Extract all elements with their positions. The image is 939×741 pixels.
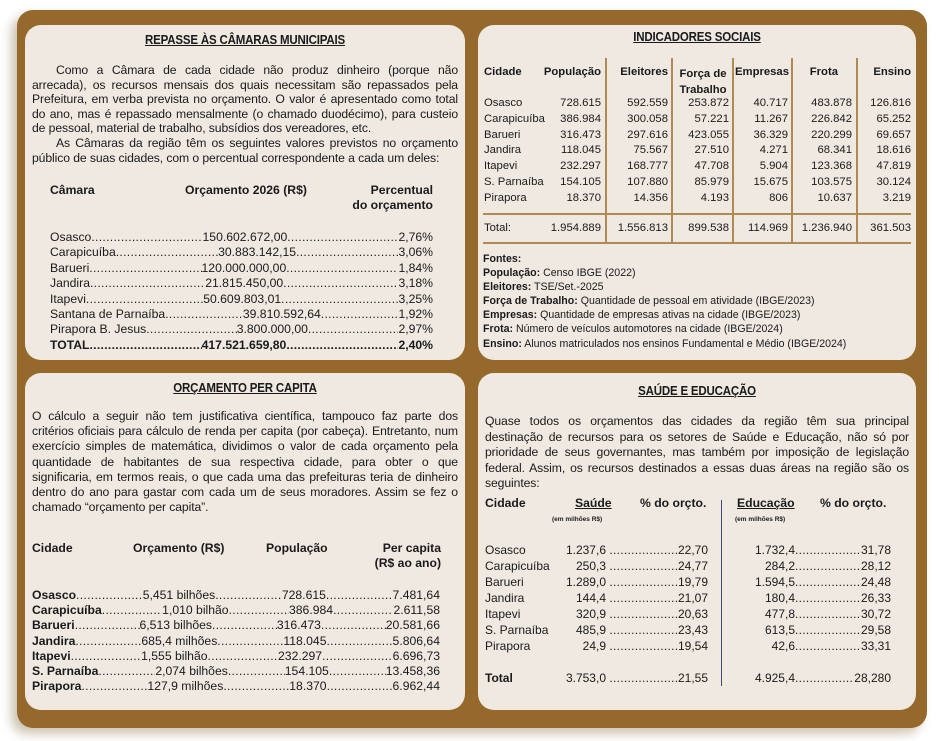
panel-indicadores-sociais	[478, 25, 916, 360]
dot-leader	[609, 607, 678, 621]
dot-leader	[223, 679, 289, 693]
percentual-value: 1,92%	[398, 307, 433, 321]
cidade-name: S. Parnaíba	[485, 623, 549, 637]
row-rule	[483, 213, 911, 215]
dot-leader	[795, 543, 861, 557]
saude-row	[548, 671, 708, 685]
dot-leader	[71, 649, 141, 663]
dot-leader	[795, 623, 861, 637]
source-item	[483, 308, 846, 322]
panel-saude-educacao	[478, 373, 916, 710]
populacao-value: 18.370	[289, 679, 327, 694]
eleitores-value: 14.356	[633, 191, 668, 204]
saude-row	[548, 591, 708, 605]
cidade-name: Osasco	[485, 543, 526, 557]
pct-saude-value: 23,43	[677, 623, 708, 637]
dot-leader	[102, 603, 162, 617]
saude-value: 24,9	[582, 639, 606, 653]
column-header-frota: Frota	[809, 66, 838, 78]
forca-value: 423.055	[688, 128, 729, 141]
saude-value: 1.289,0	[565, 575, 606, 589]
per-capita-value: 7.481,64	[392, 588, 440, 602]
orcamento-value: 1,010 bilhão	[162, 603, 229, 618]
per-capita-value: 20.581,66	[385, 618, 440, 633]
forca-value: 27.510	[694, 144, 729, 157]
orcamento-value: 127,9 milhões	[147, 679, 224, 694]
dot-leader	[609, 639, 678, 653]
column-header-pct-educacao: % do orçto.	[820, 496, 887, 510]
dot-leader	[329, 664, 386, 678]
cidade-name: Carapicuíba	[485, 559, 550, 573]
dot-leader	[286, 261, 398, 275]
populacao-value: 728.615	[281, 588, 326, 602]
pct-educacao-value: 26,33	[860, 591, 891, 605]
cidade-name: S. Parnaíba	[32, 664, 99, 678]
dot-leader	[795, 575, 861, 589]
pct-educacao-value: 29,58	[860, 623, 891, 637]
column-divider	[721, 500, 722, 686]
dot-leader	[91, 230, 202, 244]
pct-saude-value: 24,77	[677, 559, 708, 573]
educacao-value: 42,6	[771, 639, 795, 653]
educacao-row	[733, 671, 891, 685]
source-text: Alunos matriculados nos ensinos Fundamental e Médio (IBGE/2024)	[524, 337, 847, 350]
forca-value: 4.193	[700, 191, 729, 204]
educacao-row	[733, 607, 891, 621]
cidade-name: Pirapora	[484, 191, 527, 204]
orcamento-value: 39.810.592,64	[242, 307, 321, 321]
table-row	[32, 603, 440, 617]
forca-value: 47.708	[694, 160, 729, 173]
populacao-value: 232.297	[560, 160, 601, 173]
frota-value: 103.575	[811, 176, 852, 188]
column-header-per-capita: Per capita (R$ ao ano)	[374, 541, 441, 570]
educacao-row	[733, 575, 891, 589]
forca-value: 57.221	[694, 112, 729, 125]
table-row	[32, 679, 440, 693]
table-row	[50, 322, 433, 336]
dot-leader	[215, 588, 282, 602]
dot-leader	[208, 649, 278, 663]
saude-value: 250,3	[575, 559, 606, 573]
empresas-value: 806	[769, 191, 788, 204]
column-header-empresas: Empresas	[734, 66, 789, 78]
total-frota: 1.236.940	[801, 222, 852, 234]
educacao-row	[733, 559, 891, 573]
cidade-name: Jandira	[485, 591, 525, 605]
column-header-pct-saude: % do orçto.	[640, 496, 707, 510]
eleitores-value: 75.567	[633, 144, 668, 157]
column-divider	[671, 58, 673, 243]
row-rule	[483, 242, 911, 244]
populacao-value: 386.984	[289, 603, 334, 618]
educacao-value: 477,8	[764, 607, 795, 621]
dot-leader	[90, 338, 202, 352]
pct-saude-value: 21,55	[677, 671, 708, 685]
frota-value: 220.299	[811, 128, 852, 141]
frota-value: 123.368	[811, 160, 852, 173]
dot-leader	[81, 679, 147, 693]
empresas-value: 4.271	[759, 144, 788, 157]
populacao-value: 18.370	[566, 191, 601, 204]
column-divider	[791, 58, 793, 243]
dot-leader	[286, 338, 398, 352]
column-header-ensino: Ensino	[873, 66, 911, 78]
educacao-row	[733, 639, 891, 653]
column-divider	[605, 58, 607, 243]
camara-name: Santana de Parnaíba	[50, 307, 166, 321]
orcamento-value: 50.609.803,01	[203, 291, 282, 306]
dot-leader	[321, 618, 386, 632]
camara-name: Itapevi	[50, 291, 86, 306]
ensino-value: 65.252	[876, 112, 911, 125]
dot-leader	[795, 671, 854, 685]
per-capita-value: 6.696,73	[392, 648, 440, 663]
orcamento-value: 685,4 milhões	[141, 633, 218, 648]
column-header-camara: Câmara	[50, 183, 95, 197]
table-row	[50, 261, 433, 275]
source-item	[483, 280, 846, 294]
frota-value: 226.842	[811, 112, 852, 125]
populacao-value: 154.105	[284, 664, 329, 678]
saude-value: 320,9	[575, 607, 606, 621]
column-header-populacao: População	[543, 66, 601, 78]
dot-leader	[229, 603, 289, 617]
cidade-name: Barueri	[485, 575, 524, 589]
populacao-value: 316.473	[560, 128, 601, 141]
panel-title: ORÇAMENTO PER CAPITA	[173, 381, 317, 395]
educacao-value: 1.594,5	[754, 575, 795, 589]
dot-leader	[296, 245, 398, 259]
orcamento-value: 1,555 bilhão	[141, 648, 208, 663]
dot-leader	[326, 588, 393, 602]
saude-row	[548, 607, 708, 621]
dot-leader	[609, 591, 678, 605]
pct-saude-value: 21,07	[677, 591, 708, 605]
orcamento-value: 417.521.659,80	[201, 337, 287, 352]
sources-list	[483, 252, 846, 351]
dot-leader	[795, 607, 861, 621]
table-row	[50, 245, 433, 259]
saude-row	[548, 623, 708, 637]
percentual-value: 2,97%	[398, 322, 433, 337]
paragraph: As Câmaras da região têm os seguintes valores previstos no orçamento público de suas cidades, com o percentual correspondente a cada um deles:	[32, 135, 458, 165]
educacao-value: 4.925,4	[754, 671, 795, 685]
pct-educacao-value: 28,280	[854, 671, 891, 685]
source-item	[483, 322, 846, 336]
dot-leader	[89, 261, 201, 275]
orcamento-value: 30.883.142,15	[218, 245, 297, 260]
percentual-value: 3,06%	[398, 245, 433, 260]
ensino-value: 47.819	[876, 160, 911, 173]
ensino-value: 126.816	[870, 97, 911, 109]
total-ensino: 361.503	[870, 222, 911, 234]
dot-leader	[609, 543, 678, 557]
paragraph: Como a Câmara de cada cidade não produz dinheiro (porque não arrecada), os recursos mensais dos quais necessitam são repassados pela Prefeitura, em verba prevista no orçamento. O valor é apresentado como total do ano, mas é repassado mensalmente (o chamado duodécimo), para custeio de pessoal, material de trabalho, subsídios dos vereadores, etc.	[32, 63, 458, 136]
percentual-value: 2,40%	[398, 337, 433, 352]
dot-leader	[228, 664, 285, 678]
camara-name: Osasco	[50, 230, 92, 244]
source-label: População:	[483, 267, 541, 280]
pct-educacao-value: 30,72	[860, 607, 891, 621]
percentual-value: 2,76%	[398, 230, 433, 244]
table-row	[50, 230, 433, 244]
column-header-populacao: População	[266, 541, 328, 555]
frota-value: 10.637	[817, 191, 852, 204]
dot-leader	[98, 664, 155, 678]
dot-leader	[321, 307, 399, 321]
educacao-row	[733, 623, 891, 637]
saude-value: 144,4	[575, 591, 606, 605]
educacao-row	[733, 591, 891, 605]
source-text: Censo IBGE (2022)	[543, 267, 636, 280]
per-capita-value: 5.806,64	[392, 633, 440, 648]
unit-note-educacao: (em milhões R$)	[735, 516, 786, 523]
cidade-name: Osasco	[32, 588, 77, 602]
source-label: Empresas:	[483, 309, 538, 322]
table-row	[50, 276, 433, 290]
column-header-eleitores: Eleitores	[620, 66, 668, 78]
total-label: Total	[485, 671, 513, 685]
ensino-value: 18.616	[876, 144, 911, 157]
saude-row	[548, 639, 708, 653]
per-capita-value: 13.458,36	[385, 664, 440, 678]
populacao-value: 386.984	[560, 112, 601, 125]
populacao-value: 232.297	[278, 648, 323, 663]
educacao-value: 180,4	[764, 591, 795, 605]
forca-value: 85.979	[694, 176, 729, 188]
column-header-cidade: Cidade	[484, 66, 522, 78]
camara-name: Pirapora B. Jesus	[50, 322, 147, 337]
dot-leader	[327, 634, 393, 648]
dot-leader	[795, 591, 861, 605]
dot-leader	[90, 276, 205, 290]
source-text: Quantidade de empresas ativas na cidade (IBGE/2023)	[540, 309, 801, 322]
frota-value: 68.341	[817, 144, 852, 157]
frota-value: 483.878	[811, 97, 852, 109]
dot-leader	[146, 322, 237, 336]
saude-value: 3.753,0	[565, 671, 606, 685]
total-eleitores: 1.556.813	[617, 222, 668, 234]
orcamento-value: 21.815.450,00	[205, 276, 284, 291]
dot-leader	[287, 230, 398, 244]
orcamento-value: 5,451 bilhões	[142, 588, 216, 602]
orcamento-value: 3.800.000,00	[236, 322, 308, 337]
dot-leader	[75, 634, 141, 648]
empresas-value: 40.717	[753, 97, 788, 109]
pct-educacao-value: 33,31	[860, 639, 891, 653]
dot-leader	[86, 292, 203, 306]
panel-title: INDICADORES SOCIAIS	[633, 30, 761, 44]
pct-saude-value: 22,70	[677, 543, 708, 557]
column-header-cidade: Cidade	[485, 496, 526, 510]
dot-leader	[609, 575, 678, 589]
cidade-name: Pirapora	[485, 639, 531, 653]
column-header-saude: Saúde	[575, 496, 612, 510]
dot-leader	[75, 618, 140, 632]
saude-row	[548, 575, 708, 589]
empresas-value: 15.675	[753, 176, 788, 188]
populacao-value: 118.045	[283, 633, 327, 648]
source-label: Eleitores:	[483, 281, 532, 294]
camara-name: Carapicuíba	[50, 245, 116, 260]
cidade-name: Itapevi	[484, 160, 518, 173]
column-divider	[732, 58, 734, 243]
column-header-educacao: Educação	[737, 496, 795, 510]
column-divider	[856, 58, 858, 243]
header-line: Força de	[679, 68, 727, 80]
column-header-percentual: Percentual do orçamento	[352, 183, 433, 212]
dot-leader	[322, 649, 392, 663]
intro-text: O cálculo a seguir não tem justificativa científica, tampouco faz parte dos critérios oficiais para cálculo de renda per capita (por cabeça). Entretanto, num exercício simples de matemática, dividimos o valor de cada orçamento pela quantidade de habitantes de sua respectiva cidade, para obter o que significaria, em termos reais, o que cada uma das prefeituras teria de dinheiro dentro do ano para gastar com cada um de seus moradores. Assim se fez o chamado “orçamento per capita”.	[32, 409, 458, 515]
table-row	[32, 588, 440, 602]
header-line: Trabalho	[679, 84, 727, 96]
dot-leader	[165, 307, 243, 321]
pct-saude-value: 19,79	[677, 575, 708, 589]
dot-leader	[283, 276, 398, 290]
panel-title: REPASSE ÀS CÂMARAS MUNICIPAIS	[145, 33, 345, 47]
dot-leader	[76, 588, 143, 602]
educacao-value: 613,5	[764, 623, 795, 637]
per-capita-value: 2.611,58	[393, 603, 440, 618]
total-label: Total:	[484, 222, 512, 234]
dot-leader	[609, 623, 678, 637]
dot-leader	[609, 671, 678, 685]
ensino-value: 30.124	[876, 176, 911, 188]
table-row	[32, 618, 440, 632]
eleitores-value: 168.777	[627, 160, 668, 173]
dot-leader	[327, 679, 393, 693]
orcamento-value: 6,513 bilhões	[139, 618, 213, 633]
cidade-name: Pirapora	[32, 679, 82, 694]
populacao-value: 154.105	[560, 176, 601, 188]
percentual-value: 3,25%	[398, 291, 433, 306]
cidade-name: Osasco	[484, 97, 523, 109]
source-label: Ensino:	[483, 337, 522, 350]
table-row	[32, 664, 440, 678]
total-populacao: 1.954.889	[550, 222, 601, 234]
saude-value: 1.237,6	[565, 543, 606, 557]
saude-row	[548, 559, 708, 573]
cidade-name: S. Parnaíba	[484, 176, 544, 188]
saude-row	[548, 543, 708, 557]
source-item	[483, 337, 846, 351]
saude-value: 485,9	[575, 623, 606, 637]
dot-leader	[795, 639, 861, 653]
total-forca: 899.538	[688, 222, 729, 234]
panel-orcamento-per-capita	[25, 373, 465, 710]
ensino-value: 69.657	[876, 128, 911, 141]
pct-educacao-value: 31,78	[860, 543, 891, 557]
orcamento-value: 150.602.672,00	[202, 230, 288, 244]
orcamento-value: 2,074 bilhões	[155, 664, 228, 678]
eleitores-value: 297.616	[627, 128, 668, 141]
ensino-value: 3.219	[882, 191, 911, 204]
camara-name: TOTAL	[50, 337, 90, 352]
pct-educacao-value: 28,12	[860, 559, 891, 573]
dot-leader	[212, 618, 277, 632]
column-header-forca-trabalho	[677, 66, 729, 98]
table-row	[32, 634, 440, 648]
dot-leader	[116, 245, 218, 259]
total-row	[50, 338, 433, 352]
cidade-name: Jandira	[484, 144, 522, 157]
pct-saude-value: 19,54	[677, 639, 708, 653]
dot-leader	[308, 322, 399, 336]
column-header-orcamento: Orçamento (R$)	[133, 541, 225, 555]
dot-leader	[795, 559, 861, 573]
empresas-value: 36.329	[753, 128, 788, 141]
intro-text	[32, 63, 458, 165]
eleitores-value: 300.058	[627, 112, 668, 125]
percentual-value: 3,18%	[398, 276, 433, 291]
dot-leader	[281, 292, 398, 306]
dot-leader	[609, 559, 678, 573]
populacao-value: 316.473	[276, 618, 321, 633]
percentual-value: 1,84%	[398, 260, 433, 275]
eleitores-value: 107.880	[627, 176, 668, 188]
intro-text: Quase todos os orçamentos das cidades da região têm sua principal destinação de recursos para os setores de Saúde e Educação, não só por prioridade de seus governantes, mas também por imposição de legislação federal. Assim, os recursos destinados a essas duas áreas na região são os seguintes:	[485, 414, 909, 490]
educacao-value: 1.732,4	[754, 543, 795, 557]
table-row	[50, 307, 433, 321]
source-text: TSE/Set.-2025	[534, 281, 604, 294]
populacao-value: 728.615	[560, 97, 601, 109]
dot-leader	[217, 634, 283, 648]
source-item	[483, 294, 846, 308]
cidade-name: Barueri	[484, 128, 521, 141]
source-text: Número de veículos automotores na cidade (IBGE/2024)	[515, 323, 783, 336]
column-header-orcamento: Orçamento 2026 (R$)	[185, 183, 307, 197]
educacao-value: 284,2	[764, 559, 795, 573]
empresas-value: 5.904	[759, 160, 788, 173]
empresas-value: 11.267	[754, 112, 788, 125]
total-empresas: 114.969	[748, 222, 788, 234]
source-text: Quantidade de pessoal em atividade (IBGE/2023)	[580, 295, 815, 308]
pct-saude-value: 20,63	[677, 607, 708, 621]
panel-repasse-camaras	[25, 25, 465, 360]
source-item	[483, 266, 846, 280]
column-header-cidade: Cidade	[32, 541, 73, 555]
educacao-row	[733, 543, 891, 557]
table-row	[32, 649, 440, 663]
pct-educacao-value: 24,48	[860, 575, 891, 589]
source-label: Frota:	[483, 323, 514, 336]
camara-name: Barueri	[50, 260, 90, 275]
forca-value: 253.872	[688, 97, 729, 109]
cidade-name: Jandira	[32, 633, 76, 648]
populacao-value: 118.045	[561, 144, 601, 157]
source-label: Força de Trabalho:	[483, 295, 578, 308]
cidade-name: Itapevi	[32, 648, 71, 663]
sources-heading: Fontes:	[483, 253, 522, 265]
dot-leader	[333, 603, 393, 617]
cidade-name: Carapicuíba	[32, 603, 102, 618]
cidade-name: Barueri	[32, 618, 75, 633]
table-row	[50, 292, 433, 306]
cidade-name: Itapevi	[485, 607, 521, 621]
eleitores-value: 592.559	[627, 97, 668, 109]
panel-title: SAÚDE E EDUCAÇÃO	[638, 384, 756, 398]
unit-note-saude: (em milhões R$)	[552, 516, 603, 523]
orcamento-value: 120.000.000,00	[201, 260, 287, 275]
cidade-name: Carapicuíba	[484, 112, 545, 125]
camara-name: Jandira	[50, 276, 90, 291]
per-capita-value: 6.962,44	[392, 679, 440, 694]
